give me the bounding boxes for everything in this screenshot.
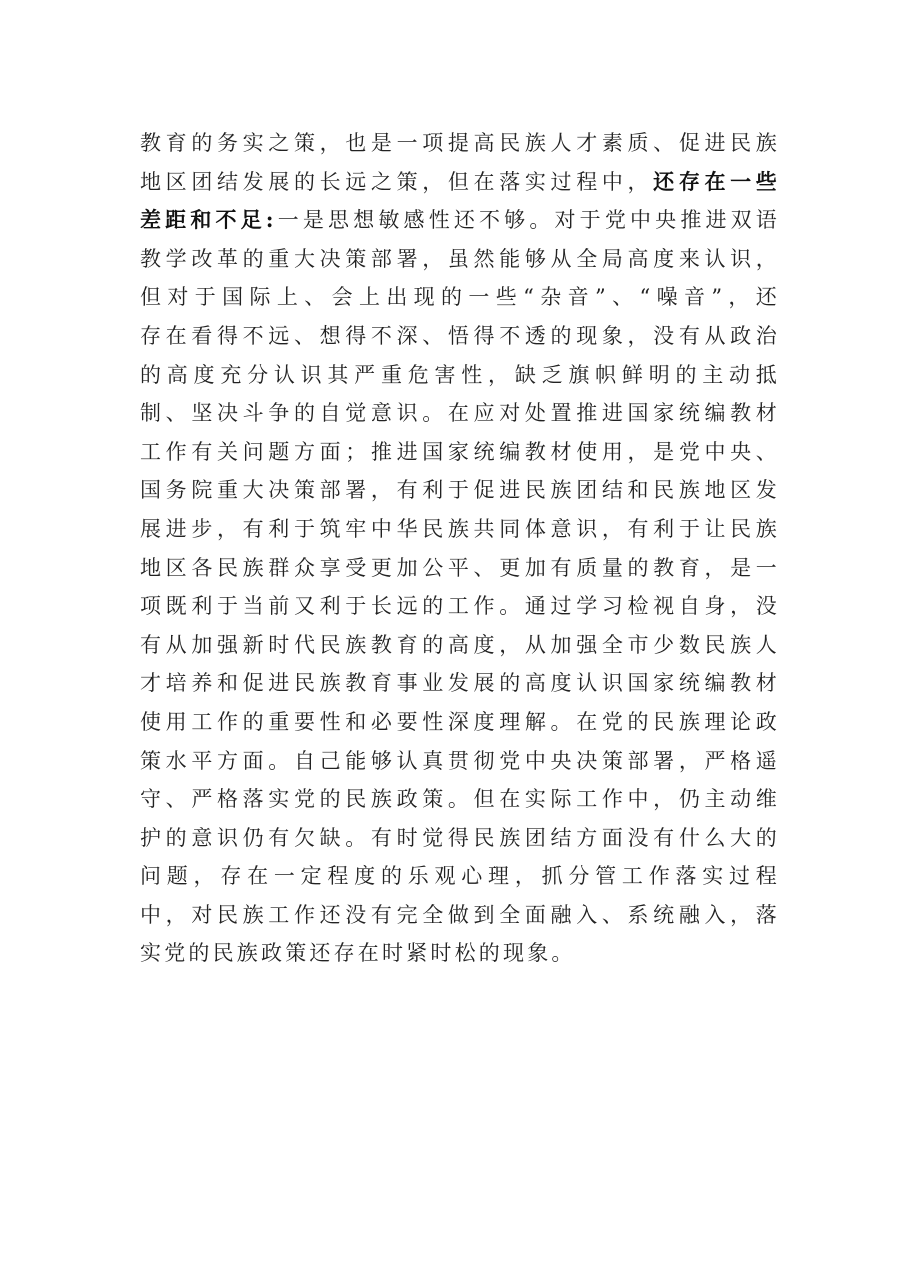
bold-emphasis-text: 差距和不足:	[140, 207, 277, 233]
text-line	[140, 510, 780, 549]
text-line	[140, 626, 780, 665]
line-text: 一是思想敏感性还不够。对于党中央推进双语	[276, 208, 781, 233]
text-line	[140, 780, 780, 819]
line-text: 策水平方面。自己能够认真贯彻党中央决策部署，严格遥	[140, 748, 780, 773]
line-text: 制、坚决斗争的自觉意识。在应对处置推进国家统编教材	[140, 401, 780, 426]
line-text: 才培养和促进民族教育事业发展的高度认识国家统编教材	[140, 671, 780, 696]
text-line	[140, 471, 780, 510]
text-line	[140, 664, 780, 703]
line-text: 项既利于当前又利于长远的工作。通过学习检视自身，没	[140, 594, 780, 619]
body-paragraph	[140, 124, 780, 973]
line-text: 教育的务实之策，也是一项提高民族人才素质、促进民族	[140, 131, 780, 155]
text-line	[140, 394, 780, 433]
text-line	[140, 819, 780, 858]
text-line	[140, 549, 780, 588]
line-text: 展进步，有利于筑牢中华民族共同体意识，有利于让民族	[140, 516, 780, 541]
text-line	[140, 356, 780, 395]
bold-emphasis-text: 还存在一些	[653, 168, 781, 194]
line-text: 护的意识仍有欠缺。有时觉得民族团结方面没有什么大的	[140, 825, 780, 850]
line-text: 地区各民族群众享受更加公平、更加有质量的教育，是一	[140, 555, 780, 580]
text-line	[140, 703, 780, 742]
line-text: 存在看得不远、想得不深、悟得不透的现象，没有从政治	[140, 323, 780, 348]
line-text: 问题，存在一定程度的乐观心理，抓分管工作落实过程	[140, 864, 780, 889]
line-text: 国务院重大决策部署，有利于促进民族团结和民族地区发	[140, 478, 780, 503]
line-text: 的高度充分认识其严重危害性，缺乏旗帜鲜明的主动抵	[140, 362, 780, 387]
line-text: 但对于国际上、会上出现的一些“杂音”、“噪音”，还	[140, 285, 780, 310]
text-line	[140, 163, 780, 202]
text-line	[140, 934, 780, 973]
line-text: 有从加强新时代民族教育的高度，从加强全市少数民族人	[140, 632, 780, 657]
text-line	[140, 587, 780, 626]
line-text: 中，对民族工作还没有完全做到全面融入、系统融入，落	[140, 902, 780, 927]
text-line	[140, 317, 780, 356]
line-text: 工作有关问题方面；推进国家统编教材使用，是党中央、	[140, 439, 780, 464]
text-line	[140, 240, 780, 279]
line-text: 使用工作的重要性和必要性深度理解。在党的民族理论政	[140, 709, 780, 734]
line-text: 地区团结发展的长远之策，但在落实过程中，	[140, 169, 654, 194]
text-line	[140, 896, 780, 935]
line-text: 实党的民族政策还存在时紧时松的现象。	[140, 941, 576, 966]
line-text: 教学改革的重大决策部署，虽然能够从全局高度来认识，	[140, 246, 780, 271]
text-line	[140, 124, 780, 163]
line-text: 守、严格落实党的民族政策。但在实际工作中，仍主动维	[140, 787, 780, 812]
text-line	[140, 433, 780, 472]
text-line	[140, 742, 780, 781]
text-line	[140, 857, 780, 896]
text-line	[140, 278, 780, 317]
text-line	[140, 201, 780, 240]
